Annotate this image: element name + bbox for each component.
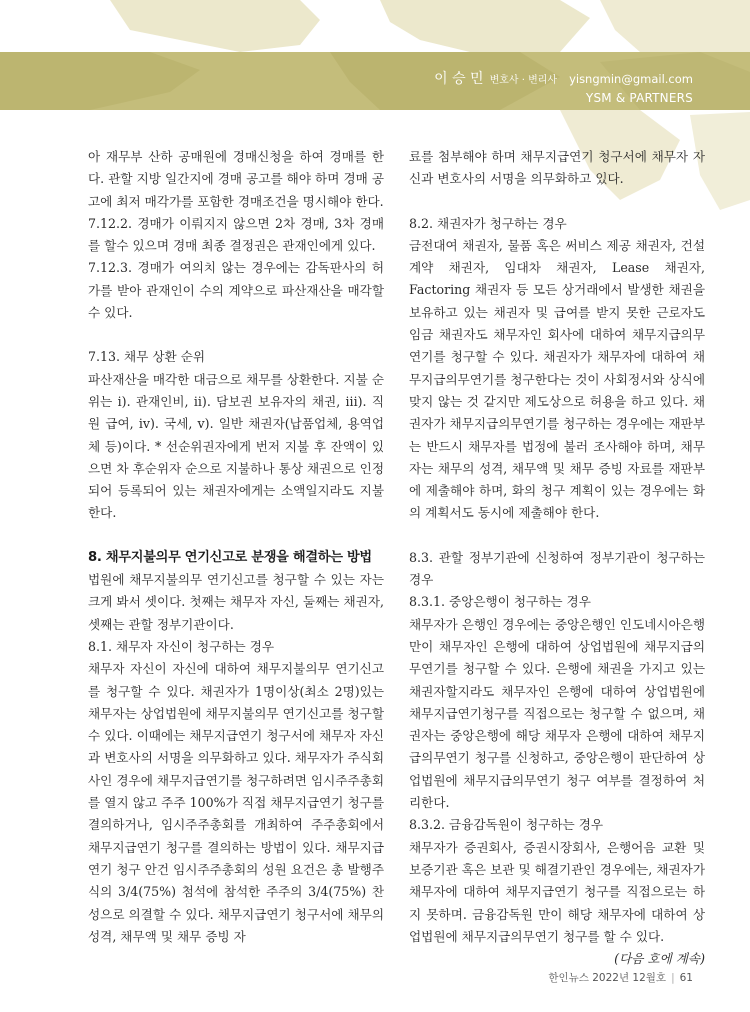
right-column xyxy=(409,146,705,970)
paragraph: 파산재산을 매각한 대금으로 채무를 상환한다. 지불 순위는 i). 관재인비, ii). 담보권 보유자의 채권, iii). 직원 급여, iv). 국세, v). 일반 채권자(납품업체, 용역업체 등)이다. * 선순위권자에게 번저 지불 후 잔액이 있으면 차 후순위자 순으로 지불하나 통상 채권으로 인정되어 등록되어 있는 채권자에게는 소액일지라도 지불한다. xyxy=(88,371,384,521)
page-footer xyxy=(548,970,693,985)
subheading: 8.2. 채권자가 청구하는 경우 xyxy=(409,215,567,231)
paragraph: 금전대여 채권자, 물품 혹은 써비스 제공 채권자, 건설계약 채권자, 임대차 채권자, Lease 채권자, Factoring 채권자 등 모든 상거래에서 발생한 채권을 보유하고 있는 채권자 및 급여를 받지 못한 근로자도 임금 채권자도 채무자인 회사에 대하여 채무지급의무연기를 청구할 수 있다. 채권자가 채무자에 대하여 채무지급의무연기를 청구한다는 것이 사회정서와 상식에 맞지 않는 것 같지만 제도상으로 허용을 하고 있다. 채권자가 채무지급의무연기를 청구하는 경우에는 재판부는 반드시 채무자를 법정에 불러 조사해야 하며, 채무자는 채무의 성격, 채무액 및 채무 증빙 자료를 재판부에 제출해야 하며, 화의 청구 계획이 있는 경우에는 화의 계획서도 동시에 제출해야 한다. xyxy=(409,237,705,521)
subheading: 7.13. 채무 상환 순위 xyxy=(88,349,206,365)
author-name: 이 승 민 xyxy=(434,71,484,87)
subheading: 8.3.1. 중앙은행이 청구하는 경우 xyxy=(409,594,591,610)
author-block xyxy=(434,68,693,105)
author-line xyxy=(434,68,693,88)
publication-name: 한인뉴스 2022년 12월호 xyxy=(548,972,667,984)
firm-name: YSM & PARTNERS xyxy=(585,91,693,105)
paragraph: 법원에 채무지불의무 연기신고를 청구할 수 있는 자는 크게 봐서 셋이다. 첫째는 채무자 자신, 둘째는 채권자, 셋째는 관할 정부기관이다. xyxy=(88,572,384,632)
continued-note: (다음 호에 계속) xyxy=(614,951,705,967)
paragraph: 7.12.2. 경매가 이뤄지지 않으면 2차 경매, 3차 경매를 할수 있으며 경매 최종 결정권은 관재인에게 있다. xyxy=(88,215,384,254)
subheading: 8.3.2. 금융감독원이 청구하는 경우 xyxy=(409,817,604,833)
author-title: 변호사 · 변리사 xyxy=(489,75,558,86)
paragraph: 료를 첨부해야 하며 채무지급연기 청구서에 채무자 자신과 변호사의 서명을 의무화하고 있다. xyxy=(409,149,705,187)
subheading: 8.3. 관할 정부기관에 신청하여 정부기관이 청구하는 경우 xyxy=(409,549,705,588)
author-email: yisngmin@gmail.com xyxy=(569,72,693,86)
paragraph: 7.12.3. 경매가 여의치 않는 경우에는 감독판사의 허가를 받아 관재인이 수의 계약으로 파산재산을 매각할 수 있다. xyxy=(88,260,384,321)
paragraph: 아 재무부 산하 공매원에 경매신청을 하여 경매를 한다. 관할 지방 일간지에 경매 공고를 해야 하며 경매 공고에 최저 매각가를 포함한 경매조건을 명시해야 한다. xyxy=(88,149,384,209)
page-number: 61 xyxy=(679,972,693,984)
subheading: 8.1. 채무자 자신이 청구하는 경우 xyxy=(88,638,275,654)
paragraph: 채무자 자신이 자신에 대하여 채무지불의무 연기신고를 청구할 수 있다. 채권자가 1명이상(최소 2명)있는 채무자는 상업법원에 채무지불의무 연기신고를 청구할 수 있다. 이때에는 채무지급연기 청구서에 채무자 자신과 변호사의 서명을 의무화하고 있다. 채무자가 주식회사인 경우에 채무지급연기를 청구하려면 임시주주총회를 열지 않고 주주 100%가 직접 채무지급연기 청구를 결의하거나, 임시주주총회를 개최하여 주주총회에서 채무지급연기 청구를 결의하는 방법이 있다. 채무지급연기 청구 안건 임시주주총회의 성원 요건은 총 발행주식의 3/4(75%) 첨석에 참석한 주주의 3/4(75%) 찬성으로 의결할 수 있다. 채무지급연기 청구서에 채무의 성격, 채무액 및 채무 증빙 자 xyxy=(88,661,384,944)
left-column xyxy=(88,146,384,948)
paragraph: 채무자가 은행인 경우에는 중앙은행인 인도네시아은행만이 채무자인 은행에 대하여 상업법원에 채무지급의무연기를 청구할 수 있다. 은행에 채권을 가지고 있는 채권자할지라도 채무자인 은행에 대하여 상업법원에 채무지급연기청구를 직접으로는 청구할 수 없으며, 채권자는 중앙은행에 해당 채무자 은행에 대하여 채무지급의무연기 청구를 신청하고, 중앙은행이 판단하여 상업법원에 채무지급의무연기 청구 여부를 결정하여 처리한다. xyxy=(409,616,705,811)
footer-divider: | xyxy=(671,972,675,984)
paragraph: 채무자가 증권회사, 증권시장회사, 은행어음 교환 및 보증기관 혹은 보관 및 해결기관인 경우에는, 채권자가 채무자에 대하여 채무지급연기 청구를 직접으로는 하지 못하며. 금융감독원 만이 해당 채무자에 대하여 상업법원에 채무지급의무연기 청구를 할 수 있다. xyxy=(409,839,705,944)
section-heading: 8. 채무지불의무 연기신고로 분쟁을 해결하는 방법 xyxy=(88,549,372,565)
